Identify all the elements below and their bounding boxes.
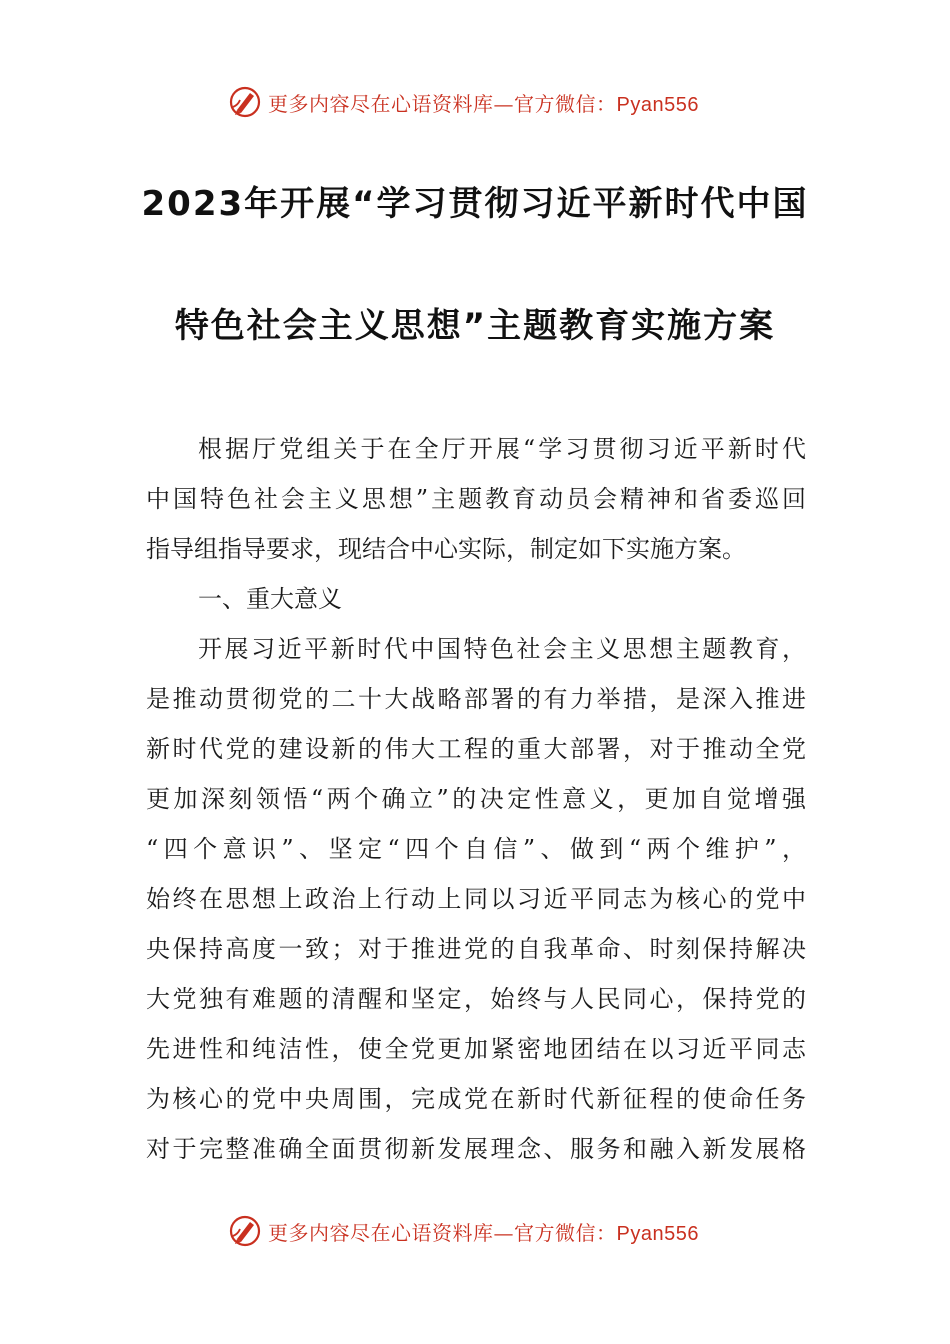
watermark-text: 更多内容尽在心语资料库—官方微信：Pyan556: [268, 91, 699, 116]
section-line: 为核心的党中央周围，完成党在新时代新征程的使命任务: [146, 1085, 806, 1113]
section-line: 对于完整准确全面贯彻新发展理念、服务和融入新发展格: [146, 1135, 806, 1163]
watermark-banner-top: [228, 82, 728, 122]
watermark-banner-bottom: [228, 1211, 728, 1251]
section-line: 是推动贯彻党的二十大战略部署的有力举措，是深入推进: [146, 685, 806, 713]
section-heading: 一、重大意义: [198, 585, 342, 613]
intro-line: 根据厅党组关于在全厅开展“学习贯彻习近平新时代: [198, 435, 806, 463]
document-body: [146, 424, 806, 1174]
section-line: “四个意识”、坚定“四个自信”、做到“两个维护”，: [146, 835, 806, 863]
wechat-id: Pyan556: [616, 93, 699, 116]
section-line: 开展习近平新时代中国特色社会主义思想主题教育，: [198, 635, 806, 663]
section-line: 央保持高度一致；对于推进党的自我革命、时刻保持解决: [146, 935, 806, 963]
wechat-id: Pyan556: [616, 1222, 699, 1245]
section-line: 始终在思想上政治上行动上同以习近平同志为核心的党中: [146, 885, 806, 913]
watermark-text: 更多内容尽在心语资料库—官方微信：Pyan556: [268, 1220, 699, 1245]
section-line: 更加深刻领悟“两个确立”的决定性意义，更加自觉增强: [146, 785, 806, 813]
pen-logo-icon: [228, 1214, 262, 1248]
intro-line: 指导组指导要求，现结合中心实际，制定如下实施方案。: [146, 535, 746, 563]
section-line: 先进性和纯洁性，使全党更加紧密地团结在以习近平同志: [146, 1035, 806, 1063]
section-line: 新时代党的建设新的伟大工程的重大部署，对于推动全党: [146, 735, 806, 763]
document-title-line-1: 2023年开展“学习贯彻习近平新时代中国: [141, 184, 809, 224]
pen-logo-icon: [228, 85, 262, 119]
intro-line: 中国特色社会主义思想”主题教育动员会精神和省委巡回: [146, 485, 806, 513]
document-title-line-2: 特色社会主义思想”主题教育实施方案: [174, 306, 776, 346]
section-line: 大党独有难题的清醒和坚定，始终与人民同心，保持党的: [146, 985, 806, 1013]
